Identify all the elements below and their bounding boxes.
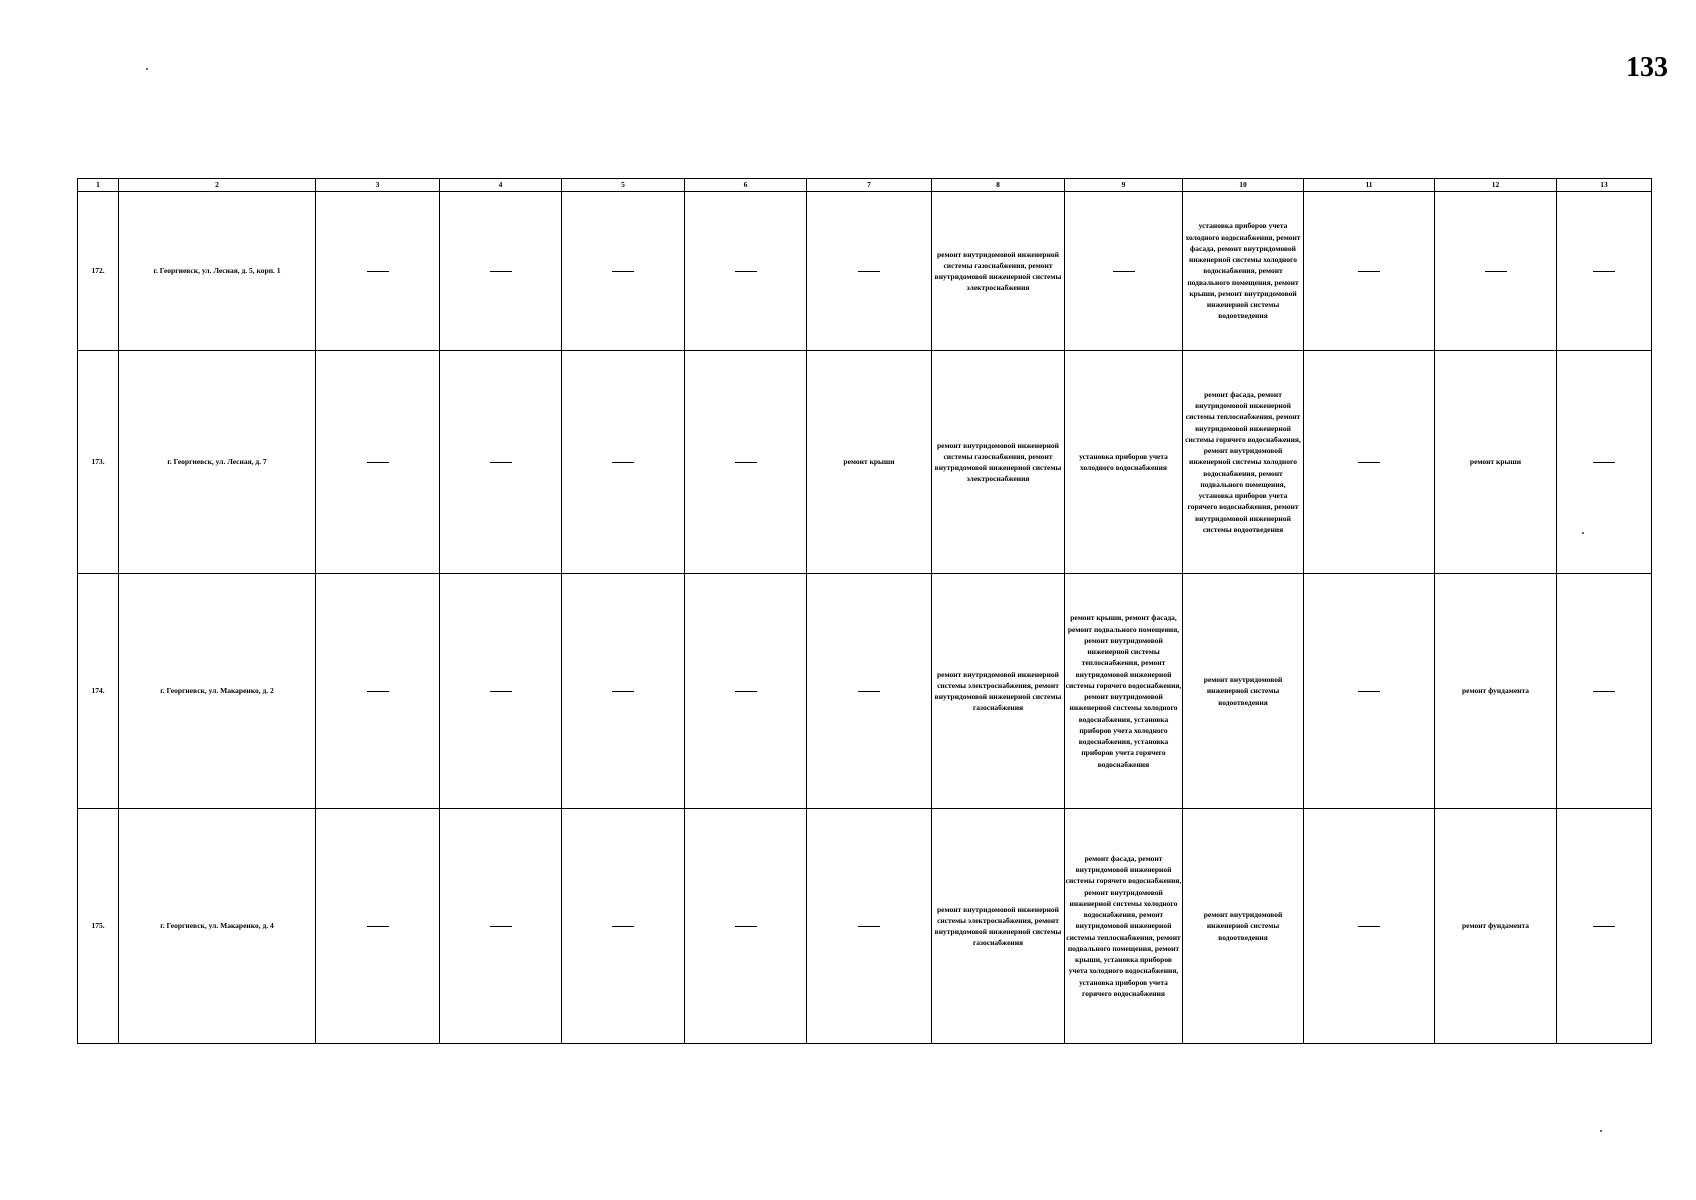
column-header: 3 bbox=[316, 179, 440, 192]
column-header: 4 bbox=[440, 179, 562, 192]
dash-mark bbox=[612, 462, 634, 463]
empty-cell bbox=[1557, 574, 1652, 809]
column-header: 6 bbox=[685, 179, 807, 192]
work-cell: ремонт фундамента bbox=[1435, 574, 1557, 809]
empty-cell bbox=[1557, 351, 1652, 574]
column-header: 13 bbox=[1557, 179, 1652, 192]
empty-cell bbox=[1557, 192, 1652, 351]
empty-cell bbox=[562, 351, 685, 574]
column-header: 8 bbox=[932, 179, 1065, 192]
empty-cell bbox=[1557, 809, 1652, 1044]
dash-mark bbox=[612, 691, 634, 692]
table-row bbox=[78, 809, 1652, 1044]
empty-cell bbox=[1304, 809, 1435, 1044]
column-number-row bbox=[78, 179, 1652, 192]
dash-mark bbox=[735, 271, 757, 272]
work-cell: установка приборов учета холодного водоснабжения, ремонт фасада, ремонт внутридомовой инженерной системы холодного водоснабжения, ремонт подвального помещения, ремонт крыши, ремонт внутридомовой инженерной системы водоотведения bbox=[1183, 192, 1304, 351]
empty-cell bbox=[316, 809, 440, 1044]
empty-cell bbox=[562, 574, 685, 809]
dash-mark bbox=[367, 271, 389, 272]
work-cell: ремонт внутридомовой инженерной системы электроснабжения, ремонт внутридомовой инженерной системы газоснабжения bbox=[932, 574, 1065, 809]
empty-cell bbox=[807, 192, 932, 351]
address-cell: г. Георгиевск, ул. Лесная, д. 7 bbox=[119, 351, 316, 574]
address-cell: г. Георгиевск, ул. Макаренко, д. 4 bbox=[119, 809, 316, 1044]
row-number: 173. bbox=[78, 351, 119, 574]
empty-cell bbox=[316, 574, 440, 809]
dash-mark bbox=[367, 462, 389, 463]
dash-mark bbox=[490, 462, 512, 463]
work-cell: ремонт внутридомовой инженерной системы газоснабжения, ремонт внутридомовой инженерной системы электроснабжения bbox=[932, 351, 1065, 574]
dash-mark bbox=[735, 462, 757, 463]
dash-mark bbox=[858, 271, 880, 272]
column-header: 1 bbox=[78, 179, 119, 192]
dash-mark bbox=[735, 691, 757, 692]
work-cell: ремонт внутридомовой инженерной системы водоотведения bbox=[1183, 809, 1304, 1044]
table-row bbox=[78, 192, 1652, 351]
work-cell: ремонт внутридомовой инженерной системы водоотведения bbox=[1183, 574, 1304, 809]
dash-mark bbox=[858, 691, 880, 692]
dash-mark bbox=[367, 691, 389, 692]
empty-cell bbox=[685, 574, 807, 809]
dash-mark bbox=[1358, 691, 1380, 692]
dash-mark bbox=[612, 926, 634, 927]
scan-speck bbox=[146, 68, 148, 70]
column-header: 12 bbox=[1435, 179, 1557, 192]
dash-mark bbox=[1593, 926, 1615, 927]
dash-mark bbox=[367, 926, 389, 927]
dash-mark bbox=[612, 271, 634, 272]
column-header: 11 bbox=[1304, 179, 1435, 192]
dash-mark bbox=[1358, 462, 1380, 463]
empty-cell bbox=[1065, 192, 1183, 351]
column-header: 2 bbox=[119, 179, 316, 192]
dash-mark bbox=[1113, 271, 1135, 272]
empty-cell bbox=[440, 192, 562, 351]
column-header: 7 bbox=[807, 179, 932, 192]
scan-speck bbox=[1600, 1130, 1602, 1132]
work-cell: ремонт внутридомовой инженерной системы газоснабжения, ремонт внутридомовой инженерной системы электроснабжения bbox=[932, 192, 1065, 351]
dash-mark bbox=[1358, 926, 1380, 927]
empty-cell bbox=[316, 351, 440, 574]
empty-cell bbox=[440, 809, 562, 1044]
empty-cell bbox=[807, 809, 932, 1044]
empty-cell bbox=[807, 574, 932, 809]
work-cell: ремонт внутридомовой инженерной системы электроснабжения, ремонт внутридомовой инженерной системы газоснабжения bbox=[932, 809, 1065, 1044]
empty-cell bbox=[562, 192, 685, 351]
work-cell: ремонт фасада, ремонт внутридомовой инженерной системы теплоснабжения, ремонт внутридомовой инженерной системы горячего водоснабжения, ремонт внутридомовой инженерной системы холодного водоснабжения, ремонт подвального помещения, установка приборов учета горячего водоснабжения, ремонт внутридомовой инженерной системы водоотведения bbox=[1183, 351, 1304, 574]
work-cell: ремонт фасада, ремонт внутридомовой инженерной системы горячего водоснабжения, ремонт внутридомовой инженерной системы холодного водоснабжения, ремонт внутридомовой инженерной системы теплоснабжения, ремонт подвального помещения, ремонт крыши, установка приборов учета холодного водоснабжения, установка приборов учета горячего водоснабжения bbox=[1065, 809, 1183, 1044]
dash-mark bbox=[490, 926, 512, 927]
column-header: 5 bbox=[562, 179, 685, 192]
empty-cell bbox=[685, 351, 807, 574]
empty-cell bbox=[1304, 192, 1435, 351]
dash-mark bbox=[490, 271, 512, 272]
address-cell: г. Георгиевск, ул. Макаренко, д. 2 bbox=[119, 574, 316, 809]
dash-mark bbox=[1358, 271, 1380, 272]
empty-cell bbox=[685, 809, 807, 1044]
page-number: 133 bbox=[1626, 52, 1668, 83]
empty-cell bbox=[1304, 574, 1435, 809]
empty-cell bbox=[685, 192, 807, 351]
work-cell: ремонт крыши bbox=[807, 351, 932, 574]
table-row bbox=[78, 351, 1652, 574]
repair-schedule-table bbox=[77, 178, 1652, 1044]
table-row bbox=[78, 574, 1652, 809]
empty-cell bbox=[440, 574, 562, 809]
empty-cell bbox=[562, 809, 685, 1044]
column-header: 9 bbox=[1065, 179, 1183, 192]
work-cell: установка приборов учета холодного водоснабжения bbox=[1065, 351, 1183, 574]
row-number: 175. bbox=[78, 809, 119, 1044]
dash-mark bbox=[490, 691, 512, 692]
row-number: 174. bbox=[78, 574, 119, 809]
dash-mark bbox=[1593, 271, 1615, 272]
empty-cell bbox=[440, 351, 562, 574]
dash-mark bbox=[1593, 691, 1615, 692]
empty-cell bbox=[1304, 351, 1435, 574]
row-number: 172. bbox=[78, 192, 119, 351]
empty-cell bbox=[316, 192, 440, 351]
dash-mark bbox=[1485, 271, 1507, 272]
work-cell: ремонт фундамента bbox=[1435, 809, 1557, 1044]
dash-mark bbox=[735, 926, 757, 927]
work-cell: ремонт крыши bbox=[1435, 351, 1557, 574]
work-cell: ремонт крыши, ремонт фасада, ремонт подвального помещения, ремонт внутридомовой инженерной системы теплоснабжения, ремонт внутридомовой инженерной системы горячего водоснабжения, ремонт внутридомовой инженерной системы холодного водоснабжения, установка приборов учета холодного водоснабжения, установка приборов учета горячего водоснабжения bbox=[1065, 574, 1183, 809]
column-header: 10 bbox=[1183, 179, 1304, 192]
address-cell: г. Георгиевск, ул. Лесная, д. 5, корп. 1 bbox=[119, 192, 316, 351]
dash-mark bbox=[1593, 462, 1615, 463]
dash-mark bbox=[858, 926, 880, 927]
empty-cell bbox=[1435, 192, 1557, 351]
